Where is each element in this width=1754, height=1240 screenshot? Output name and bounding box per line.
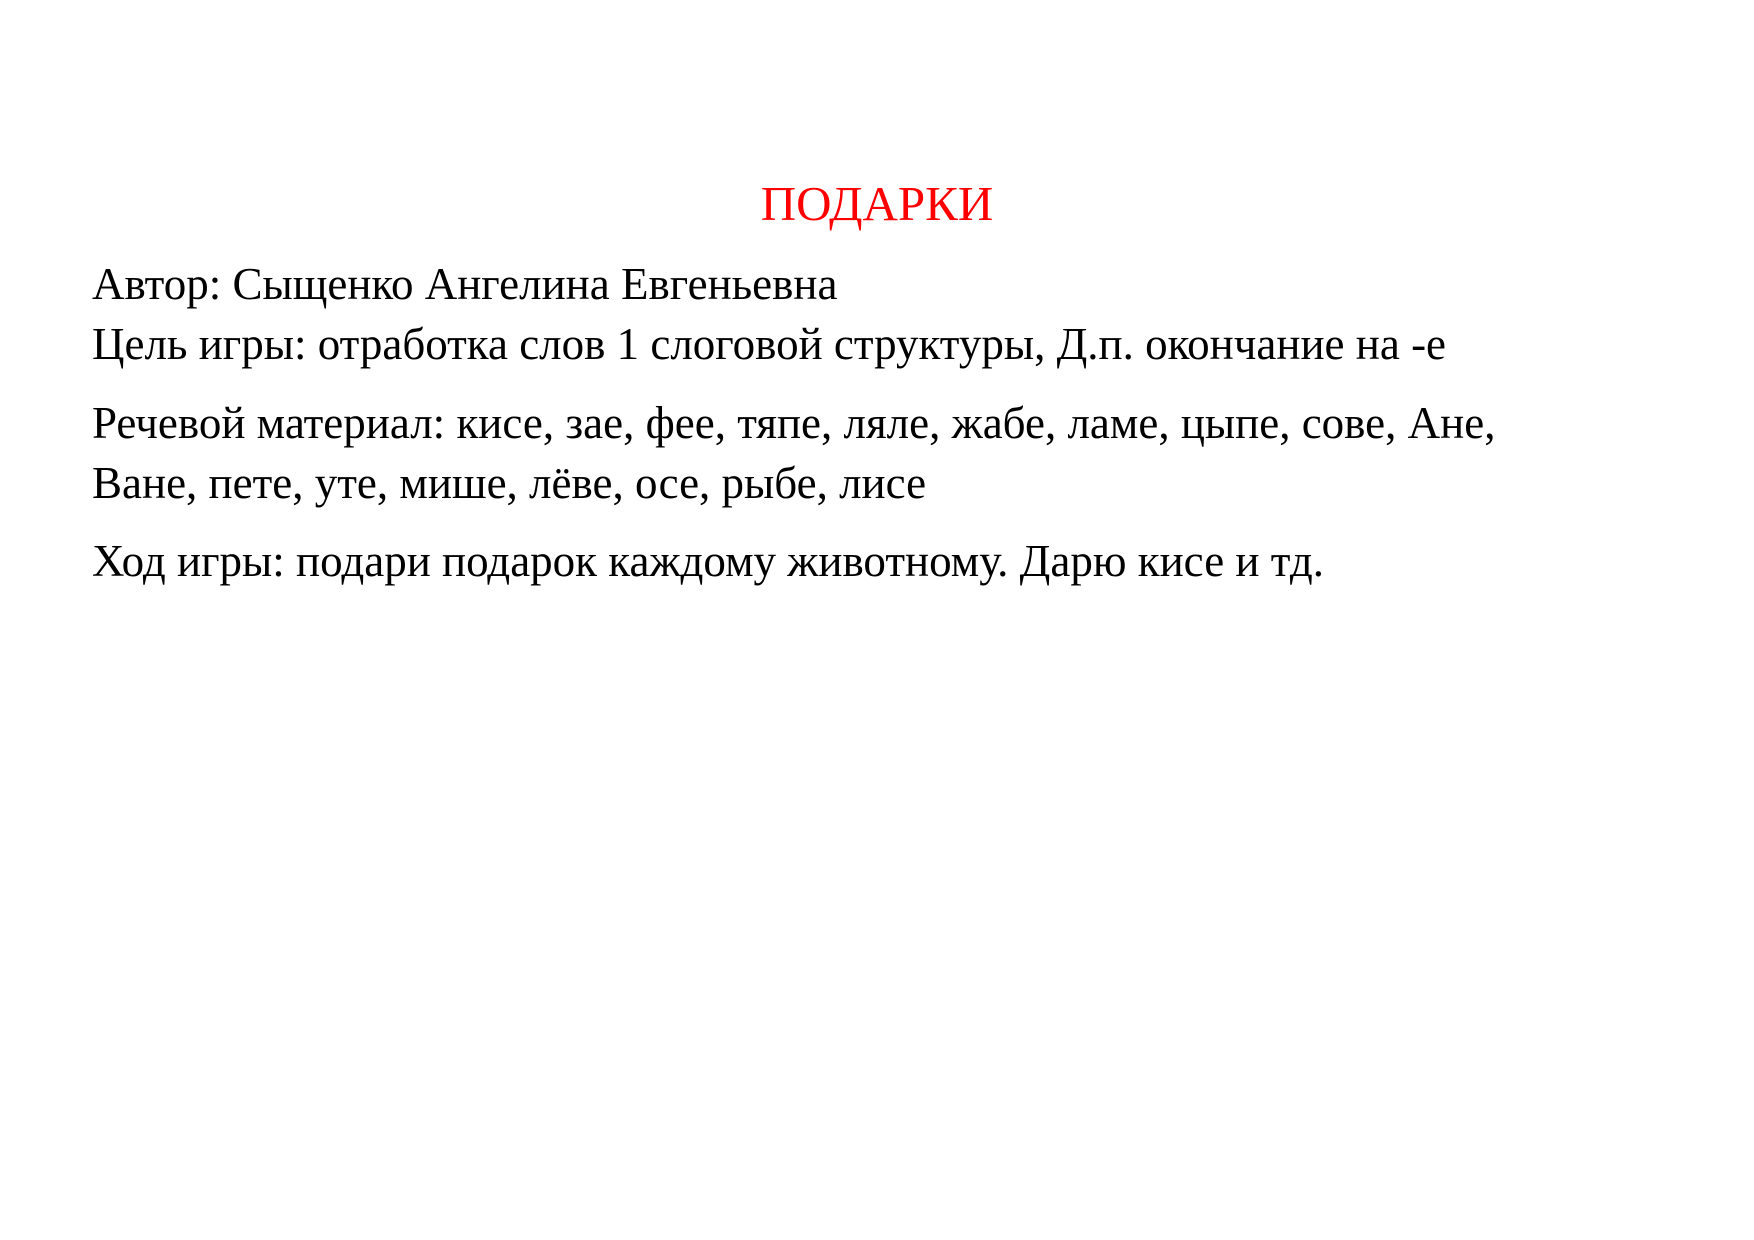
document-title: ПОДАРКИ xyxy=(760,176,994,231)
speech-material-line-continued: Ване, пете, уте, мише, лёве, осе, рыбе, лисе xyxy=(92,458,927,508)
game-procedure-line: Ход игры: подари подарок каждому животному. Дарю кисе и тд. xyxy=(92,536,1324,586)
game-goal-line: Цель игры: отработка слов 1 слоговой структуры, Д.п. окончание на -е xyxy=(92,319,1447,369)
speech-material-line: Речевой материал: кисе, зае, фее, тяпе, ляле, жабе, ламе, цыпе, сове, Ане, xyxy=(92,398,1496,448)
author-line: Автор: Сыщенко Ангелина Евгеньевна xyxy=(92,259,838,309)
